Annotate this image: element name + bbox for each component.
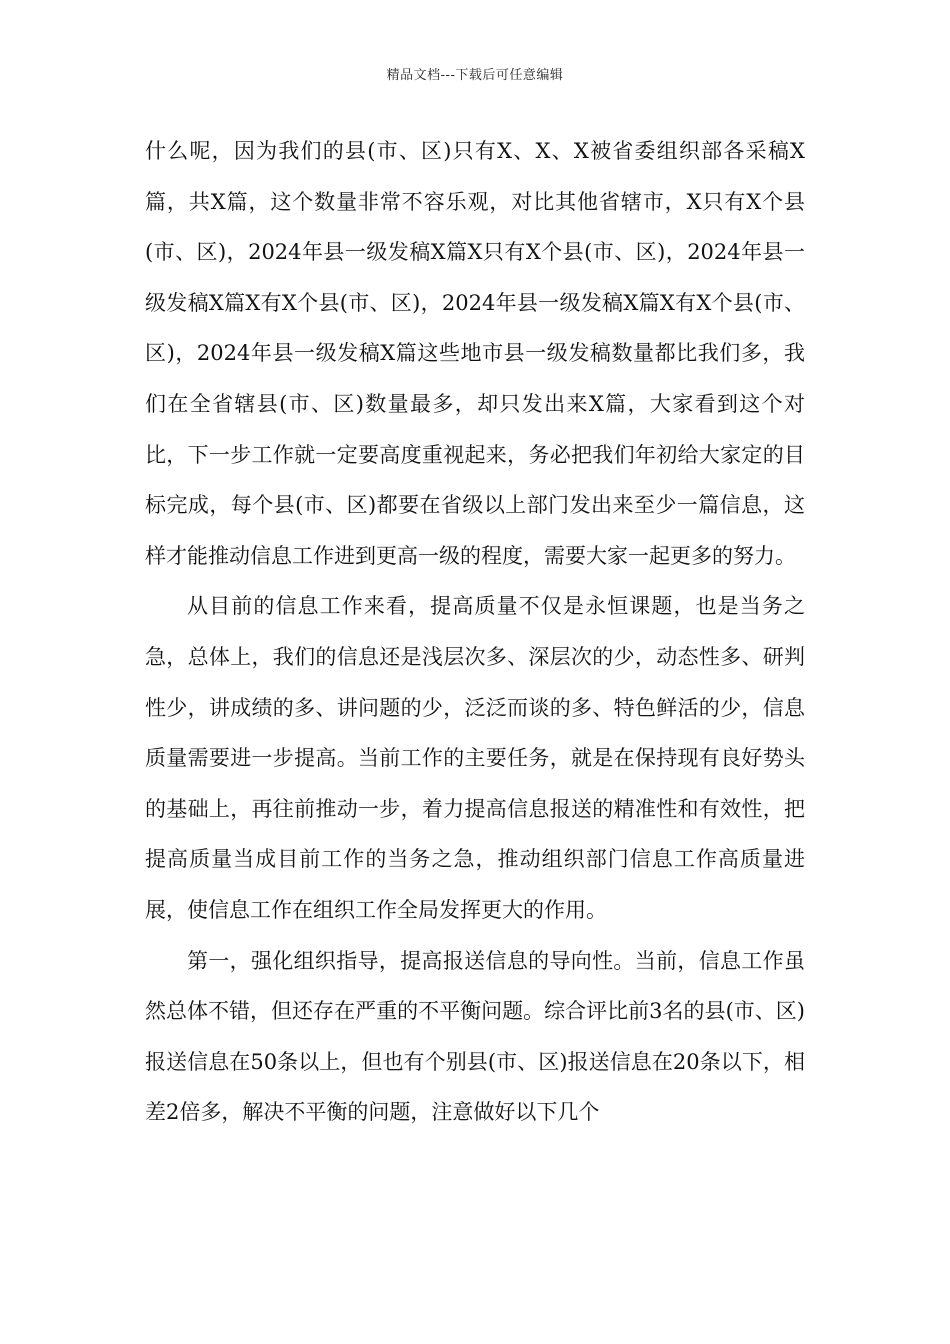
document-body: [145, 126, 805, 1138]
paragraph-info-quality: 从目前的信息工作来看，提高质量不仅是永恒课题，也是当务之急，总体上，我们的信息还是浅层次多、深层次的少，动态性多、研判性少，讲成绩的多、讲问题的少，泛泛而谈的多、特色鲜活的少，信息质量需要进一步提高。当前工作的主要任务，就是在保持现有良好势头的基础上，再往前推动一步，着力提高信息报送的精准性和有效性，把提高质量当成目前工作的当务之急，推动组织部门信息工作高质量进展，使信息工作在组织工作全局发挥更大的作用。: [145, 594, 805, 922]
page-header: 精品文档---下载后可任意编辑: [386, 68, 564, 83]
paragraph-continuation: 什么呢，因为我们的县(市、区)只有X、X、X被省委组织部各采稿X篇，共X篇，这个数量非常不容乐观，对比其他省辖市，X只有X个县(市、区)，2024年县一级发稿X篇X只有X个县(市、区)，2024年县一级发稿X篇X有X个县(市、区)，2024年县一级发稿X篇X有X个县(市、区)，2024年县一级发稿X篇这些地市县一级发稿数量都比我们多，我们在全省辖县(市、区)数量最多，却只发出来X篇，大家看到这个对比，下一步工作就一定要高度重视起来，务必把我们年初给大家定的目标完成，每个县(市、区)都要在省级以上部门发出来至少一篇信息，这样才能推动信息工作进到更高一级的程度，需要大家一起更多的努力。: [145, 139, 805, 568]
paragraph-first-point: 第一，强化组织指导，提高报送信息的导向性。当前，信息工作虽然总体不错，但还存在严重的不平衡问题。综合评比前3名的县(市、区)报送信息在50条以上，但也有个别县(市、区)报送信息在20条以下，相差2倍多，解决不平衡的问题，注意做好以下几个: [145, 948, 805, 1125]
